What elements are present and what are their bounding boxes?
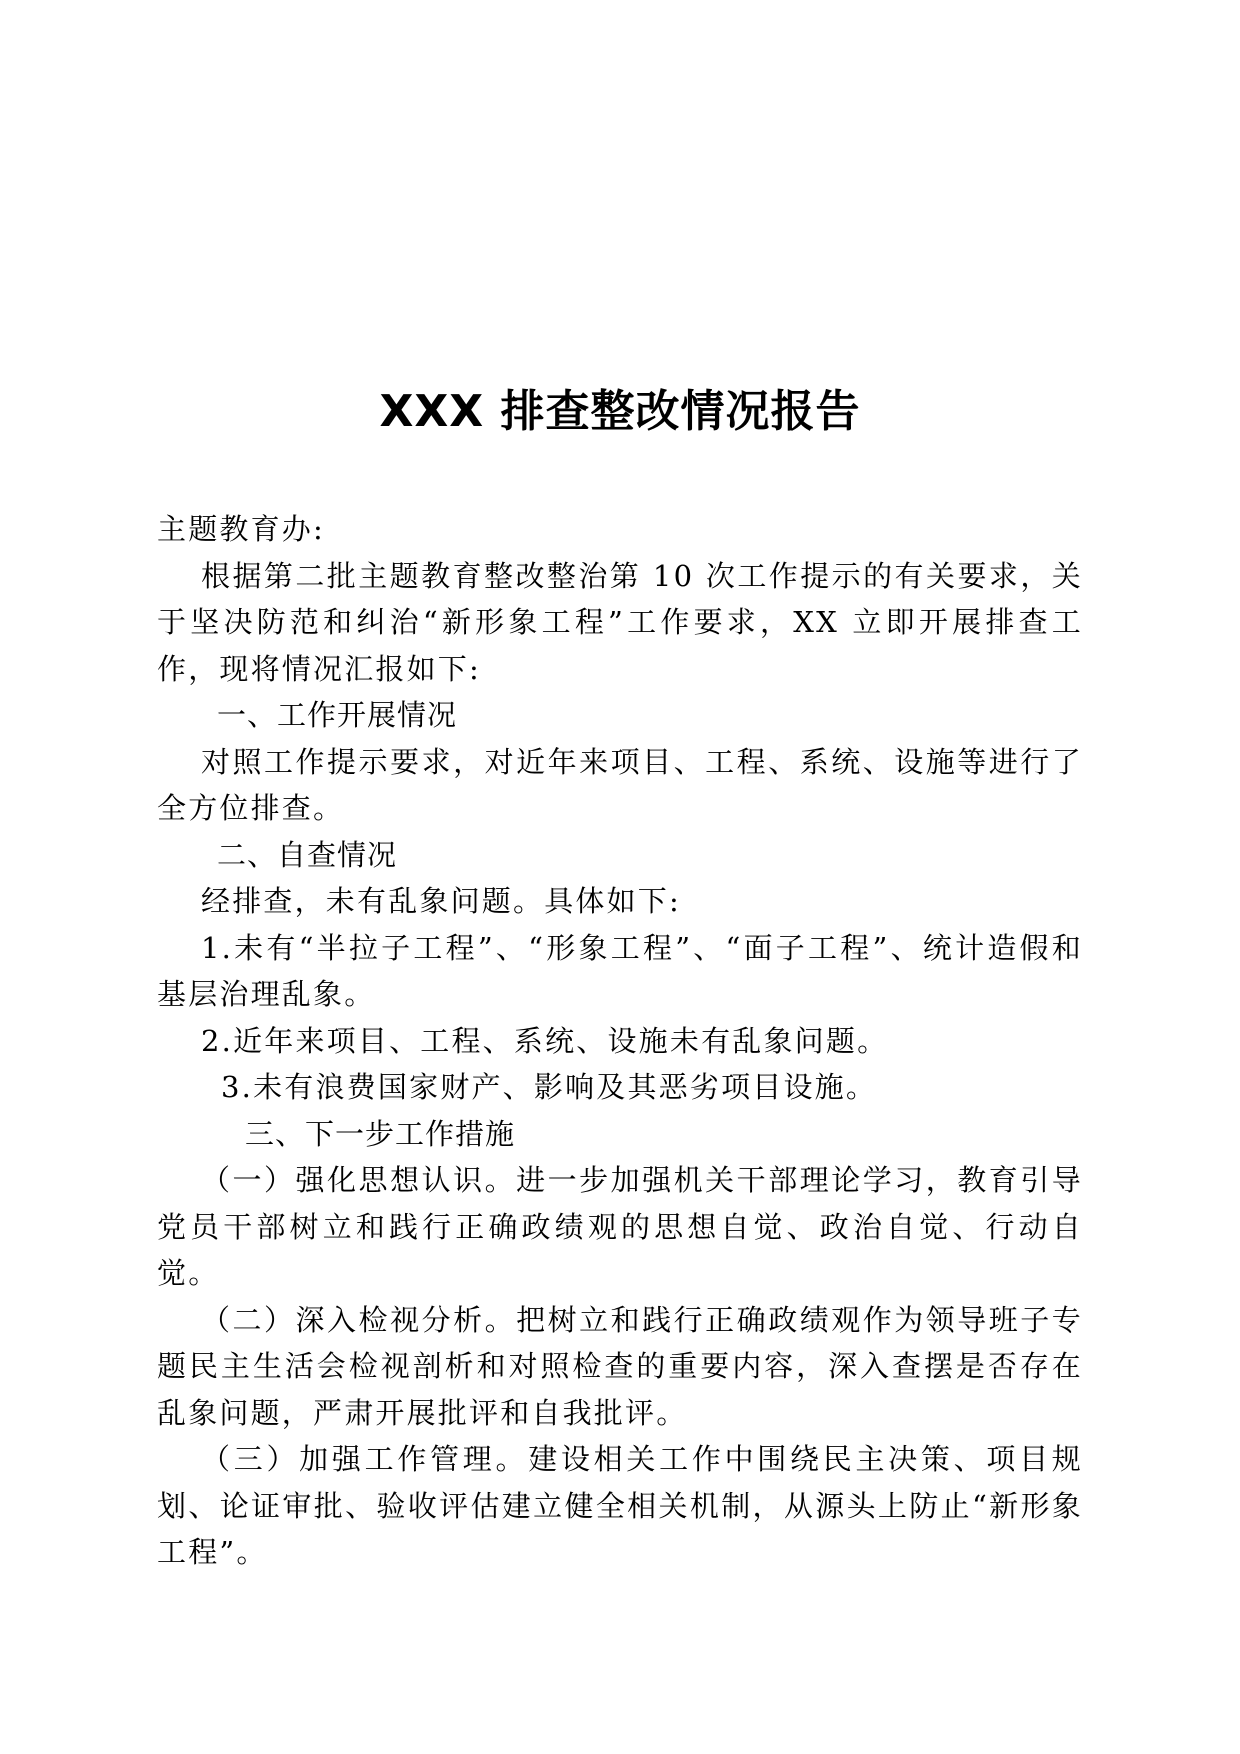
- section-2-lead: 经排查，未有乱象问题。具体如下:: [201, 884, 681, 918]
- section-1-heading: 一、工作开展情况: [217, 698, 458, 732]
- document-body: [157, 506, 1083, 1576]
- intro-paragraph: 根据第二批主题教育整改整治第 10 次工作提示的有关要求，关于坚决防范和纠治“新形象工程”工作要求，XX 立即开展排查工作，现将情况汇报如下:: [157, 558, 1083, 686]
- salutation: 主题教育办:: [157, 512, 325, 546]
- section-1-paragraph: 对照工作提示要求，对近年来项目、工程、系统、设施等进行了全方位排查。: [157, 744, 1083, 825]
- section-2-item: 3.未有浪费国家财产、影响及其恶劣项目设施。: [221, 1070, 878, 1104]
- section-3-heading: 三、下一步工作措施: [245, 1116, 516, 1151]
- section-3-item: （二）深入检视分析。把树立和践行正确政绩观作为领导班子专题民主生活会检视剖析和对照检查的重要内容，深入查摆是否存在乱象问题，严肃开展批评和自我批评。: [157, 1302, 1083, 1430]
- section-3-item: （一）强化思想认识。进一步加强机关干部理论学习，教育引导党员干部树立和践行正确政绩观的思想自觉、政治自觉、行动自觉。: [157, 1163, 1083, 1290]
- document-title: XXX 排查整改情况报告: [379, 386, 861, 437]
- section-3-item: （三）加强工作管理。建设相关工作中围绕民主决策、项目规划、论证审批、验收评估建立健全相关机制，从源头上防止“新形象工程”。: [157, 1442, 1083, 1569]
- section-2-heading: 二、自查情况: [217, 837, 398, 872]
- section-2-item: 2.近年来项目、工程、系统、设施未有乱象问题。: [201, 1023, 889, 1058]
- section-2-item: 1.未有“半拉子工程”、“形象工程”、“面子工程”、统计造假和基层治理乱象。: [157, 930, 1083, 1011]
